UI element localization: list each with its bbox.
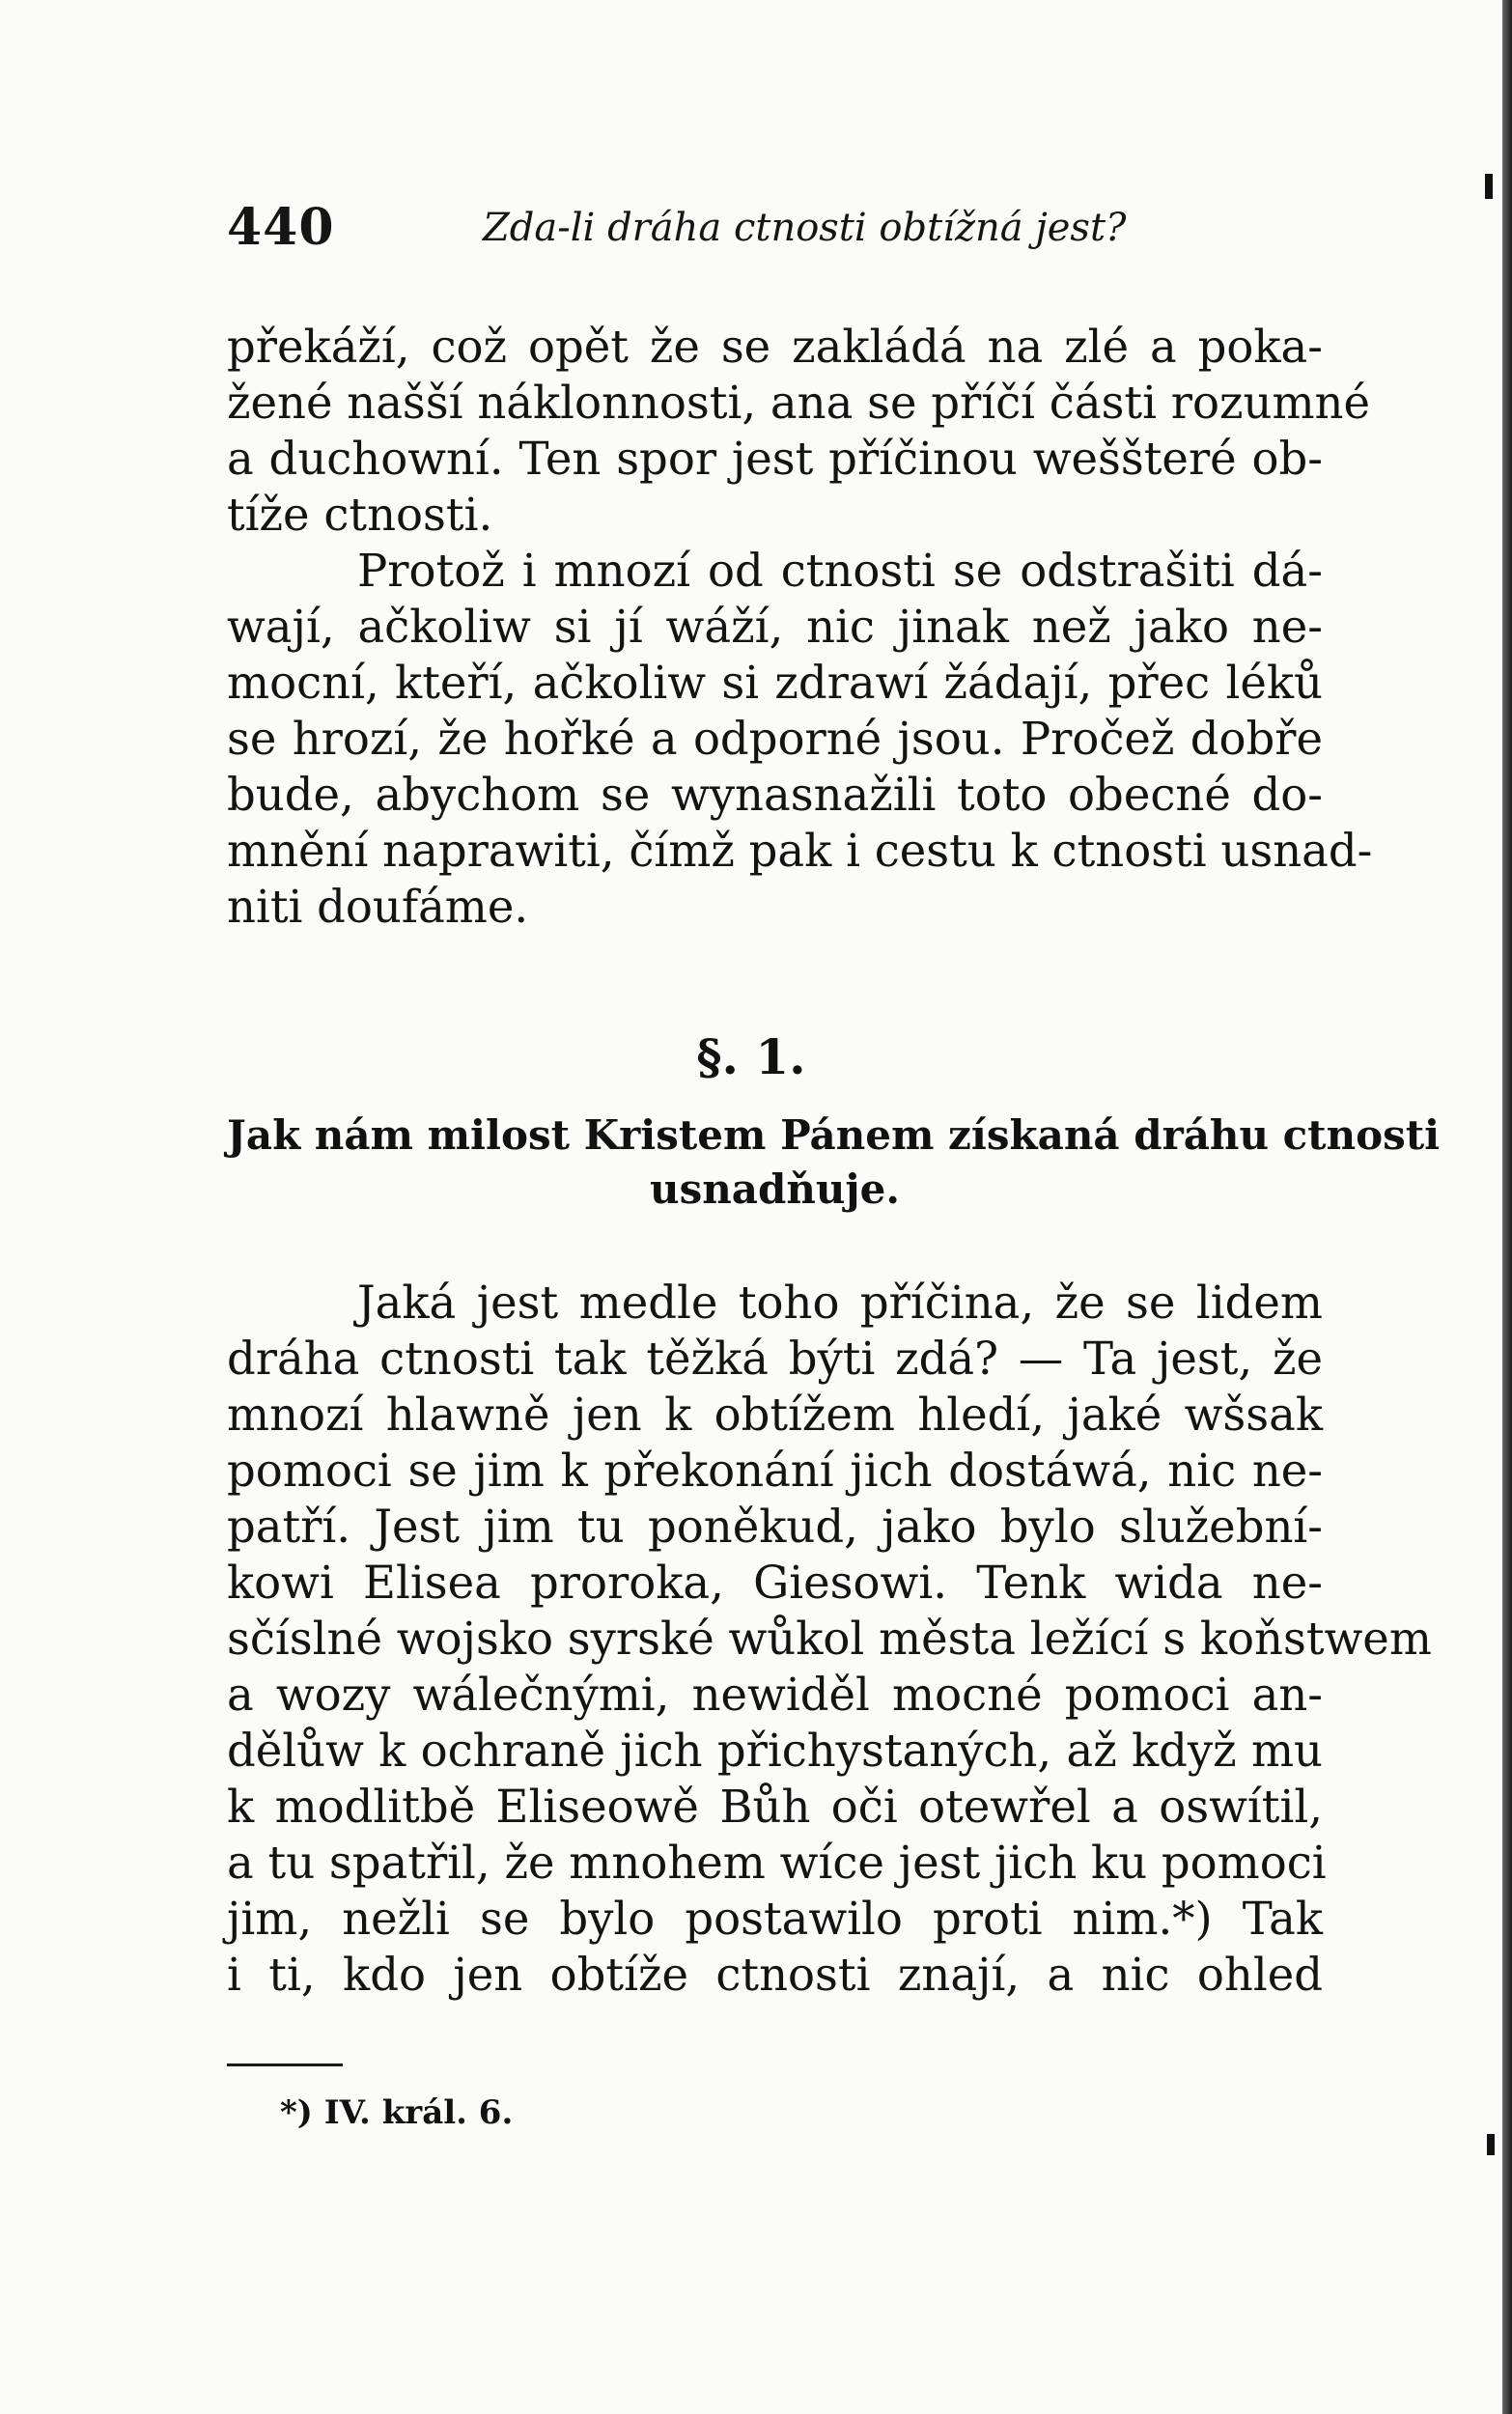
text-line: se hrozí, že hořké a odporné jsou. Pročež dobře	[227, 713, 1323, 765]
text-line: wají, ačkoliw si jí wáží, nic jinak než jako ne-	[227, 601, 1323, 653]
paragraph-2	[227, 543, 1373, 935]
text-line: sčíslné wojsko syrské wůkol města ležící s koňstwem	[227, 1613, 1432, 1665]
page-number: 440	[227, 198, 335, 257]
text-line: mnozí hlawně jen k obtížem hledí, jaké wšsak	[227, 1389, 1323, 1441]
text-line: k modlitbě Eliseowě Bůh oči otewřel a oswítil,	[227, 1781, 1323, 1833]
section-heading-line: Jak nám milost Kristem Pánem získaná dráhu ctnosti	[227, 1111, 1441, 1159]
scan-border	[1502, 0, 1512, 2414]
text-line: i ti, kdo jen obtíže ctnosti znají, a nic ohled	[227, 1949, 1323, 2001]
text-line: bude, abychom se wynasnažili toto obecné do-	[227, 769, 1323, 821]
text-line: a tu spatřil, že mnohem wíce jest jich ku pomoci	[227, 1837, 1327, 1889]
text-line: niti doufáme.	[227, 881, 529, 933]
text-line: tíže ctnosti.	[227, 489, 493, 541]
paragraph-3	[227, 1275, 1432, 2003]
section-heading-line: usnadňuje.	[650, 1165, 900, 1213]
text-line: Protož i mnozí od ctnosti se odstrašiti dá-	[357, 545, 1323, 597]
text-line: žené našší náklonnosti, ana se příčí části rozumné	[227, 377, 1371, 429]
text-line: pomoci se jim k překonání jich dostáwá, nic ne-	[227, 1445, 1323, 1497]
section-number: §. 1.	[696, 1028, 806, 1085]
running-head	[227, 198, 1337, 266]
text-line: patří. Jest jim tu poněkud, jako bylo služební-	[227, 1501, 1323, 1553]
scan-artifact	[1485, 174, 1493, 199]
footnote-divider	[227, 2063, 343, 2066]
running-title: Zda-li dráha ctnosti obtížná jest?	[483, 206, 1127, 250]
text-line: mnění naprawiti, čímž pak i cestu k ctnosti usnad-	[227, 825, 1373, 877]
text-line: mocní, kteří, ačkoliw si zdrawí žádají, přec léků	[227, 657, 1323, 709]
text-line: dráha ctnosti tak těžká býti zdá? — Ta jest, že	[227, 1333, 1323, 1385]
footnote: *) IV. král. 6.	[280, 2093, 514, 2132]
text-line: překáží, což opět že se zakládá na zlé a poka-	[227, 321, 1323, 373]
text-line: Jaká jest medle toho příčina, že se lidem	[357, 1277, 1323, 1329]
text-line: a duchowní. Ten spor jest příčinou weššteré ob-	[227, 433, 1323, 485]
text-line: jim, nežli se bylo postawilo proti nim.*) Tak	[227, 1893, 1323, 1945]
text-line: kowi Elisea proroka, Giesowi. Tenk wida ne-	[227, 1557, 1323, 1609]
section-heading	[227, 1109, 1441, 1217]
text-line: a wozy wálečnými, newiděl mocné pomoci an-	[227, 1669, 1323, 1721]
text-line: dělůw k ochraně jich přichystaných, až když mu	[227, 1725, 1323, 1777]
scan-artifact	[1487, 2134, 1495, 2155]
paragraph-1	[227, 319, 1371, 543]
